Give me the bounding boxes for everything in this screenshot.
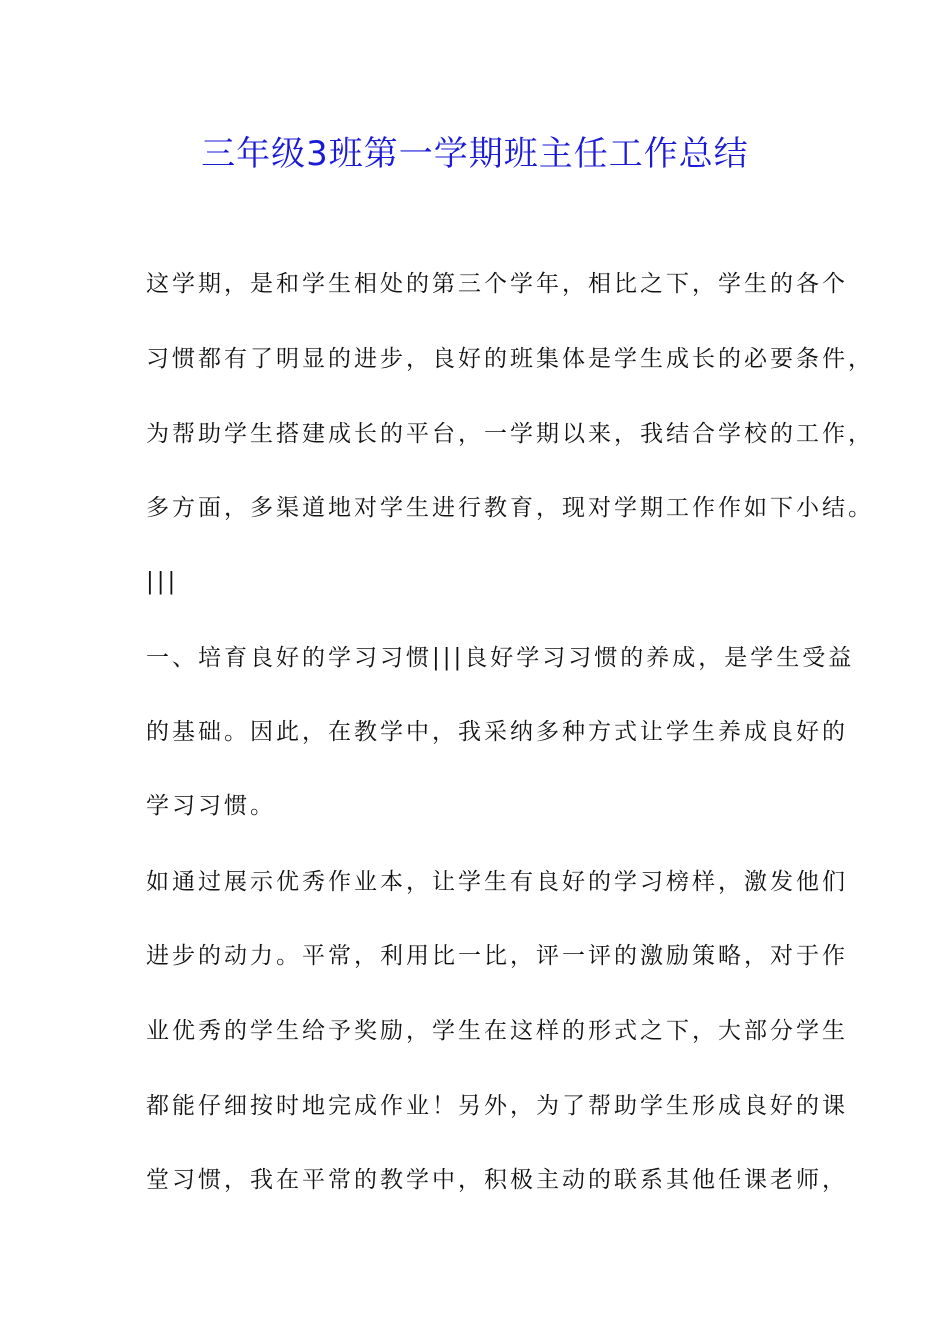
body-line-12: 都能仔细按时地完成作业！另外，为了帮助学生形成良好的课 [146,1093,848,1119]
body-line-3: 为帮助学生搭建成长的平台，一学期以来，我结合学校的工作， [146,421,874,447]
document-title: 三年级3班第一学期班主任工作总结 [201,134,749,174]
body-line-13: 堂习惯，我在平常的教学中，积极主动的联系其他任课老师， [146,1167,848,1193]
body-line-7: 的基础。因此，在教学中，我采纳多种方式让学生养成良好的 [146,719,848,745]
body-line-1: 这学期，是和学生相处的第三个学年，相比之下，学生的各个 [146,271,848,297]
body-line-5: ||| [146,569,179,595]
body-line-9: 如通过展示优秀作业本，让学生有良好的学习榜样，激发他们 [146,869,848,895]
body-line-11: 业优秀的学生给予奖励，学生在这样的形式之下，大部分学生 [146,1018,848,1044]
body-line-6: 一、培育良好的学习习惯|||良好学习习惯的养成，是学生受益 [146,645,855,671]
body-line-2: 习惯都有了明显的进步，良好的班集体是学生成长的必要条件， [146,346,874,372]
body-line-4: 多方面，多渠道地对学生进行教育，现对学期工作作如下小结。 [146,495,874,521]
body-line-10: 进步的动力。平常，利用比一比，评一评的激励策略，对于作 [146,943,848,969]
body-line-8: 学习习惯。 [146,793,276,819]
